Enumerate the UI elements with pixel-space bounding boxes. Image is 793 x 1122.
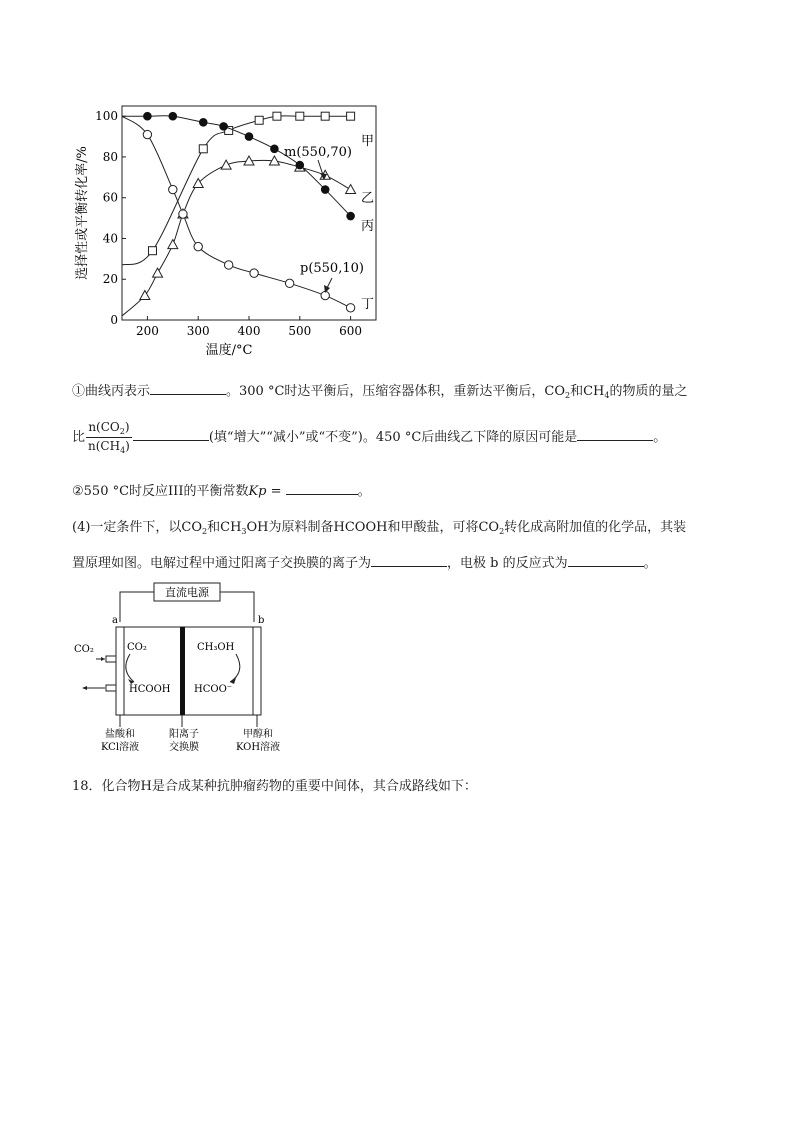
- open-circle-marker: [250, 269, 258, 277]
- q4-text-e: 置原理如图。电解过程中通过阳离子交换膜的离子为: [72, 556, 372, 571]
- q4-text-b: 和CH: [207, 520, 242, 535]
- x-tick-label: 600: [339, 324, 363, 338]
- right-reaction-arrow: [230, 654, 240, 682]
- cell-svg: [72, 582, 302, 757]
- x-tick-label: 500: [288, 324, 312, 338]
- fraction-denominator: $n(CH_4)$: [88, 439, 130, 455]
- right-solution-label-2: KOH溶液: [235, 742, 281, 753]
- q2-text-b: =: [266, 484, 286, 499]
- right-chamber-bottom-label: HCOO⁻: [194, 684, 233, 695]
- series-label: 丙: [361, 219, 375, 234]
- triangle-marker: [168, 240, 178, 249]
- series-line: [122, 116, 351, 265]
- outlet-arrowhead: [82, 686, 87, 690]
- triangle-marker: [153, 268, 163, 277]
- square-marker: [296, 112, 304, 120]
- inlet-port: [106, 656, 116, 662]
- membrane-label-1: 阳离子: [169, 729, 199, 740]
- y-tick-label: 100: [95, 109, 118, 124]
- power-supply-label: 直流电源: [165, 586, 209, 599]
- left-solution-label-1: 盐酸和: [105, 729, 135, 740]
- answer-blank[interactable]: [133, 426, 209, 441]
- electrode-a-label: a: [112, 615, 118, 626]
- q4-text-d: 转化成高附加值的化学品，其装: [504, 520, 687, 535]
- square-marker: [273, 112, 281, 120]
- electrode-b-label: b: [258, 615, 265, 626]
- denominator-text: n(CH: [88, 439, 121, 453]
- open-circle-marker: [194, 242, 202, 250]
- filled-circle-marker: [169, 112, 177, 120]
- filled-circle-marker: [271, 145, 279, 153]
- square-marker: [148, 247, 156, 255]
- cation-exchange-membrane: [180, 627, 185, 715]
- q4-text-c: OH为原料制备HCOOH和甲酸盐，可将CO: [246, 520, 500, 535]
- subscript: 2: [499, 527, 505, 536]
- subscript: 2: [119, 427, 125, 436]
- question-4-line-2: [72, 552, 657, 571]
- y-tick-label: 80: [102, 149, 118, 164]
- filled-circle-marker: [321, 186, 329, 194]
- q1-text-b: 。300 °C时达平衡后，压缩容器体积，重新达平衡后，CO: [226, 384, 566, 399]
- open-circle-marker: [285, 279, 293, 287]
- question-18-line: [72, 775, 477, 794]
- open-circle-marker: [143, 130, 151, 138]
- question-1-line-1: [72, 380, 688, 400]
- filled-circle-marker: [245, 133, 253, 141]
- filled-circle-marker: [296, 161, 304, 169]
- q1-text-e: (填“增大”“减小”或“不变”)。450 °C后曲线乙下降的原因可能是: [208, 430, 578, 445]
- subscript: 3: [241, 527, 247, 536]
- square-marker: [321, 112, 329, 120]
- series-label: 甲: [361, 134, 375, 149]
- annotation-m: m(550,70): [284, 145, 352, 160]
- period: 。: [653, 430, 667, 445]
- wire-right: [220, 592, 254, 622]
- q4-text-f: ，电极 b 的反应式为: [447, 556, 568, 571]
- y-tick-label: 60: [102, 190, 118, 205]
- kp-symbol: Kp: [248, 484, 267, 499]
- subscript: 4: [604, 391, 610, 400]
- electrolysis-cell-diagram: [72, 582, 302, 757]
- answer-blank[interactable]: [371, 552, 447, 567]
- series-label: 乙: [361, 191, 375, 206]
- open-circle-marker: [224, 261, 232, 269]
- square-marker: [347, 112, 355, 120]
- subscript: 2: [202, 527, 208, 536]
- period: 。: [643, 556, 657, 571]
- fraction-numerator: $n(CO_2)$: [86, 420, 132, 438]
- y-axis-label: 选择性或平衡转化率/%: [75, 146, 90, 280]
- question-1-line-2: [72, 420, 666, 455]
- membrane-label-2: 交换膜: [169, 742, 199, 753]
- filled-circle-marker: [220, 123, 228, 131]
- square-marker: [255, 116, 263, 124]
- triangle-marker: [346, 185, 356, 194]
- right-solution-label-1: 甲醇和: [243, 729, 273, 740]
- y-tick-label: 0: [110, 313, 118, 327]
- x-tick-label: 400: [237, 324, 261, 338]
- numerator-text: n(CO: [88, 420, 120, 434]
- q1-text-d: 的物质的量之: [609, 384, 688, 399]
- triangle-marker: [221, 160, 231, 169]
- outlet-port: [106, 685, 116, 691]
- q1-text-c: 和CH: [570, 384, 605, 399]
- y-tick-label: 20: [102, 272, 118, 287]
- triangle-marker: [140, 291, 150, 300]
- question-4-line-1: [72, 516, 686, 536]
- co2-inlet-label: CO₂: [74, 644, 94, 655]
- answer-blank[interactable]: [568, 552, 644, 567]
- equilibrium-chart: [70, 92, 390, 362]
- annotation-p: p(550,10): [300, 261, 364, 276]
- series-line: [122, 116, 351, 216]
- q4-text-a: (4)一定条件下，以CO: [72, 520, 203, 535]
- filled-circle-marker: [199, 119, 207, 127]
- inlet-arrowhead: [101, 657, 105, 661]
- left-chamber-bottom-label: HCOOH: [129, 684, 171, 695]
- y-tick-label: 40: [102, 231, 118, 246]
- question-2-line: [72, 480, 371, 499]
- open-circle-marker: [169, 185, 177, 193]
- series-label: 丁: [361, 297, 375, 312]
- answer-blank[interactable]: [286, 480, 358, 495]
- answer-blank[interactable]: [577, 426, 653, 441]
- x-tick-label: 300: [186, 324, 210, 338]
- q2-text-a: ②550 °C时反应III的平衡常数: [72, 484, 249, 499]
- left-solution-label-2: KCl溶液: [100, 742, 140, 753]
- q18-text: 18．化合物H是合成某种抗肿瘤药物的重要中间体，其合成路线如下：: [72, 779, 477, 794]
- q1-text-a: ①曲线丙表示: [72, 384, 151, 399]
- chart-svg: [70, 92, 390, 362]
- answer-blank[interactable]: [150, 380, 226, 395]
- x-axis-label: 温度/°C: [205, 343, 253, 358]
- left-chamber-top-label: CO₂: [127, 642, 147, 653]
- subscript: 2: [565, 391, 571, 400]
- filled-circle-marker: [347, 212, 355, 220]
- mole-ratio-fraction: [86, 420, 132, 455]
- subscript: 4: [120, 446, 126, 455]
- wire-left: [120, 592, 154, 622]
- left-reaction-arrow: [126, 654, 134, 682]
- x-tick-label: 200: [135, 324, 159, 338]
- q1-text-bi: 比: [72, 430, 86, 445]
- open-circle-marker: [179, 210, 187, 218]
- period: 。: [357, 484, 371, 499]
- right-chamber-top-label: CH₃OH: [197, 642, 235, 653]
- filled-circle-marker: [144, 112, 152, 120]
- open-circle-marker: [346, 304, 354, 312]
- square-marker: [199, 145, 207, 153]
